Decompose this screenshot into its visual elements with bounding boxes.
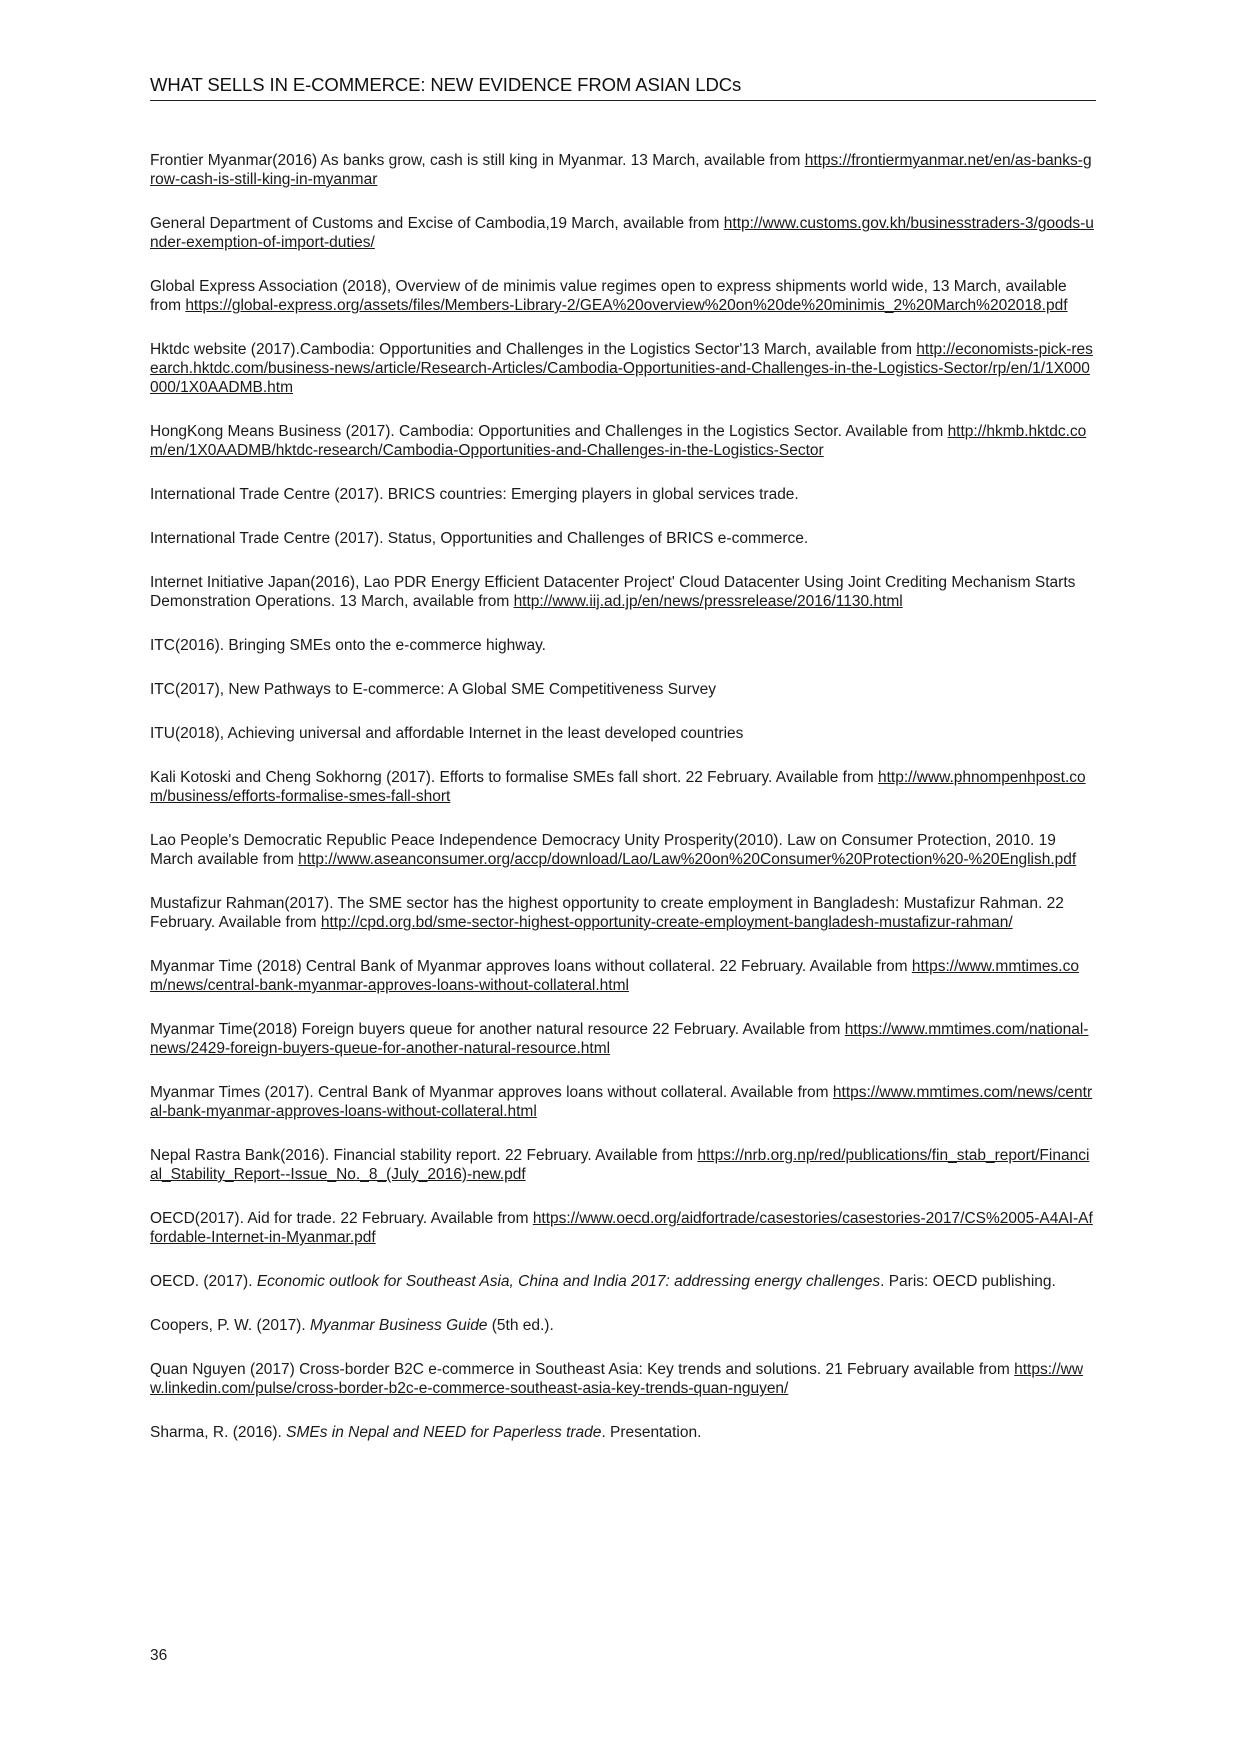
reference-text: Myanmar Time(2018) Foreign buyers queue for another natural resource 22 February. Available from xyxy=(150,1021,845,1038)
reference-title: Economic outlook for Southeast Asia, China and India 2017: addressing energy challenges xyxy=(256,1273,881,1290)
reference-text: Global Express Association (2018), Overview of de minimis value regimes open to express shipments world wide, 13 March, available from xyxy=(150,278,1067,314)
reference-entry xyxy=(150,724,1096,743)
reference-entry xyxy=(150,1209,1096,1247)
reference-link[interactable]: http://www.iij.ad.jp/en/news/pressrelease/2016/1130.html xyxy=(513,593,903,610)
running-header: WHAT SELLS IN E-COMMERCE: NEW EVIDENCE FROM ASIAN LDCs xyxy=(150,74,1096,101)
reference-text: Sharma, R. (2016). xyxy=(150,1424,287,1441)
reference-entry xyxy=(150,340,1096,397)
reference-entry xyxy=(150,1423,1096,1442)
reference-entry xyxy=(150,1316,1096,1335)
reference-text-tail: . Presentation. xyxy=(601,1424,702,1441)
reference-entry xyxy=(150,277,1096,315)
reference-text: ITC(2016). Bringing SMEs onto the e-commerce highway. xyxy=(150,637,546,654)
reference-entry xyxy=(150,894,1096,932)
reference-entry xyxy=(150,573,1096,611)
reference-entry xyxy=(150,1146,1096,1184)
reference-text: Quan Nguyen (2017) Cross-border B2C e-commerce in Southeast Asia: Key trends and solutions. 21 February available from xyxy=(150,1361,1015,1378)
reference-link[interactable]: https://www.linkedin.com/pulse/cross-border-b2c-e-commerce-southeast-asia-key-trends-quan-nguyen/ xyxy=(150,1361,1084,1397)
reference-entry xyxy=(150,1083,1096,1121)
reference-text: Frontier Myanmar(2016) As banks grow, cash is still king in Myanmar. 13 March, available from xyxy=(150,152,805,169)
reference-link[interactable]: https://www.mmtimes.com/news/central-bank-myanmar-approves-loans-without-collateral.html xyxy=(150,1084,1093,1120)
reference-text: ITC(2017), New Pathways to E-commerce: A Global SME Competitiveness Survey xyxy=(150,681,716,698)
reference-link[interactable]: http://economists-pick-research.hktdc.com/business-news/article/Research-Articles/Cambodia-Opportunities-and-Challenges-in-the-Logistics-Sector/rp/en/1/1X000000/1X0AADMB.htm xyxy=(150,341,1093,396)
reference-list xyxy=(150,151,1096,1467)
reference-text: Myanmar Times (2017). Central Bank of Myanmar approves loans without collateral. Available from xyxy=(150,1084,833,1101)
reference-link[interactable]: http://www.customs.gov.kh/businesstraders-3/goods-under-exemption-of-import-duties/ xyxy=(150,215,1094,251)
page-number: 36 xyxy=(150,1647,168,1664)
reference-text: General Department of Customs and Excise of Cambodia,19 March, available from xyxy=(150,215,724,232)
reference-link[interactable]: http://cpd.org.bd/sme-sector-highest-opportunity-create-employment-bangladesh-mustafizur-rahman/ xyxy=(320,914,1013,931)
reference-entry xyxy=(150,1360,1096,1398)
reference-entry xyxy=(150,1020,1096,1058)
reference-entry xyxy=(150,680,1096,699)
reference-link[interactable]: http://www.aseanconsumer.org/accp/download/Lao/Law%20on%20Consumer%20Protection%20-%20English.pdf xyxy=(298,851,1077,868)
reference-text: International Trade Centre (2017). Status, Opportunities and Challenges of BRICS e-commerce. xyxy=(150,530,809,547)
reference-text-tail: . Paris: OECD publishing. xyxy=(880,1273,1056,1290)
reference-link[interactable]: http://www.phnompenhpost.com/business/efforts-formalise-smes-fall-short xyxy=(150,769,1086,805)
reference-entry xyxy=(150,151,1096,189)
reference-text: Kali Kotoski and Cheng Sokhorng (2017). Efforts to formalise SMEs fall short. 22 February. Available from xyxy=(150,769,878,786)
reference-text: Mustafizur Rahman(2017). The SME sector has the highest opportunity to create employment in Bangladesh: Mustafizur Rahman. 22 February. Available from xyxy=(150,895,1064,931)
reference-link[interactable]: https://nrb.org.np/red/publications/fin_stab_report/Financial_Stability_Report--Issue_No._8_(July_2016)-new.pdf xyxy=(150,1147,1090,1183)
reference-entry xyxy=(150,422,1096,460)
reference-link[interactable]: https://frontiermyanmar.net/en/as-banks-grow-cash-is-still-king-in-myanmar xyxy=(150,152,1092,188)
reference-text: Coopers, P. W. (2017). xyxy=(150,1317,310,1334)
reference-entry xyxy=(150,768,1096,806)
reference-text: Lao People's Democratic Republic Peace Independence Democracy Unity Prosperity(2010). Law on Consumer Protection, 2010. 19 March available from xyxy=(150,832,1056,868)
reference-text: HongKong Means Business (2017). Cambodia: Opportunities and Challenges in the Logistics Sector. Available from xyxy=(150,423,948,440)
reference-link[interactable]: https://www.mmtimes.com/national-news/2429-foreign-buyers-queue-for-another-natural-resource.html xyxy=(150,1021,1089,1057)
reference-link[interactable]: https://www.oecd.org/aidfortrade/casestories/casestories-2017/CS%2005-A4AI-Affordable-Internet-in-Myanmar.pdf xyxy=(150,1210,1093,1246)
reference-entry xyxy=(150,214,1096,252)
reference-entry xyxy=(150,831,1096,869)
reference-entry xyxy=(150,957,1096,995)
reference-entry xyxy=(150,485,1096,504)
reference-text-tail: (5th ed.). xyxy=(487,1317,554,1334)
reference-text: OECD(2017). Aid for trade. 22 February. Available from xyxy=(150,1210,533,1227)
reference-text: Hktdc website (2017).Cambodia: Opportunities and Challenges in the Logistics Sector'13 March, available from xyxy=(150,341,917,358)
reference-text: Nepal Rastra Bank(2016). Financial stability report. 22 February. Available from xyxy=(150,1147,698,1164)
reference-title: Myanmar Business Guide xyxy=(309,1317,488,1334)
reference-text: ITU(2018), Achieving universal and affordable Internet in the least developed countries xyxy=(150,725,744,742)
reference-entry xyxy=(150,1272,1096,1291)
reference-link[interactable]: https://www.mmtimes.com/news/central-bank-myanmar-approves-loans-without-collateral.html xyxy=(150,958,1079,994)
reference-title: SMEs in Nepal and NEED for Paperless trade xyxy=(286,1424,602,1441)
reference-text: OECD. (2017). xyxy=(150,1273,257,1290)
reference-link[interactable]: http://hkmb.hktdc.com/en/1X0AADMB/hktdc-research/Cambodia-Opportunities-and-Challenges-in-the-Logistics-Sector xyxy=(150,423,1087,459)
reference-entry xyxy=(150,636,1096,655)
reference-text: Myanmar Time (2018) Central Bank of Myanmar approves loans without collateral. 22 February. Available from xyxy=(150,958,912,975)
reference-text: Internet Initiative Japan(2016), Lao PDR Energy Efficient Datacenter Project' Cloud Datacenter Using Joint Crediting Mechanism Starts Demonstration Operations. 13 March, available from xyxy=(150,574,1076,610)
reference-text: International Trade Centre (2017). BRICS countries: Emerging players in global services trade. xyxy=(150,486,799,503)
reference-link[interactable]: https://global-express.org/assets/files/Members-Library-2/GEA%20overview%20on%20de%20minimis_2%20March%202018.pdf xyxy=(185,297,1068,314)
reference-entry xyxy=(150,529,1096,548)
